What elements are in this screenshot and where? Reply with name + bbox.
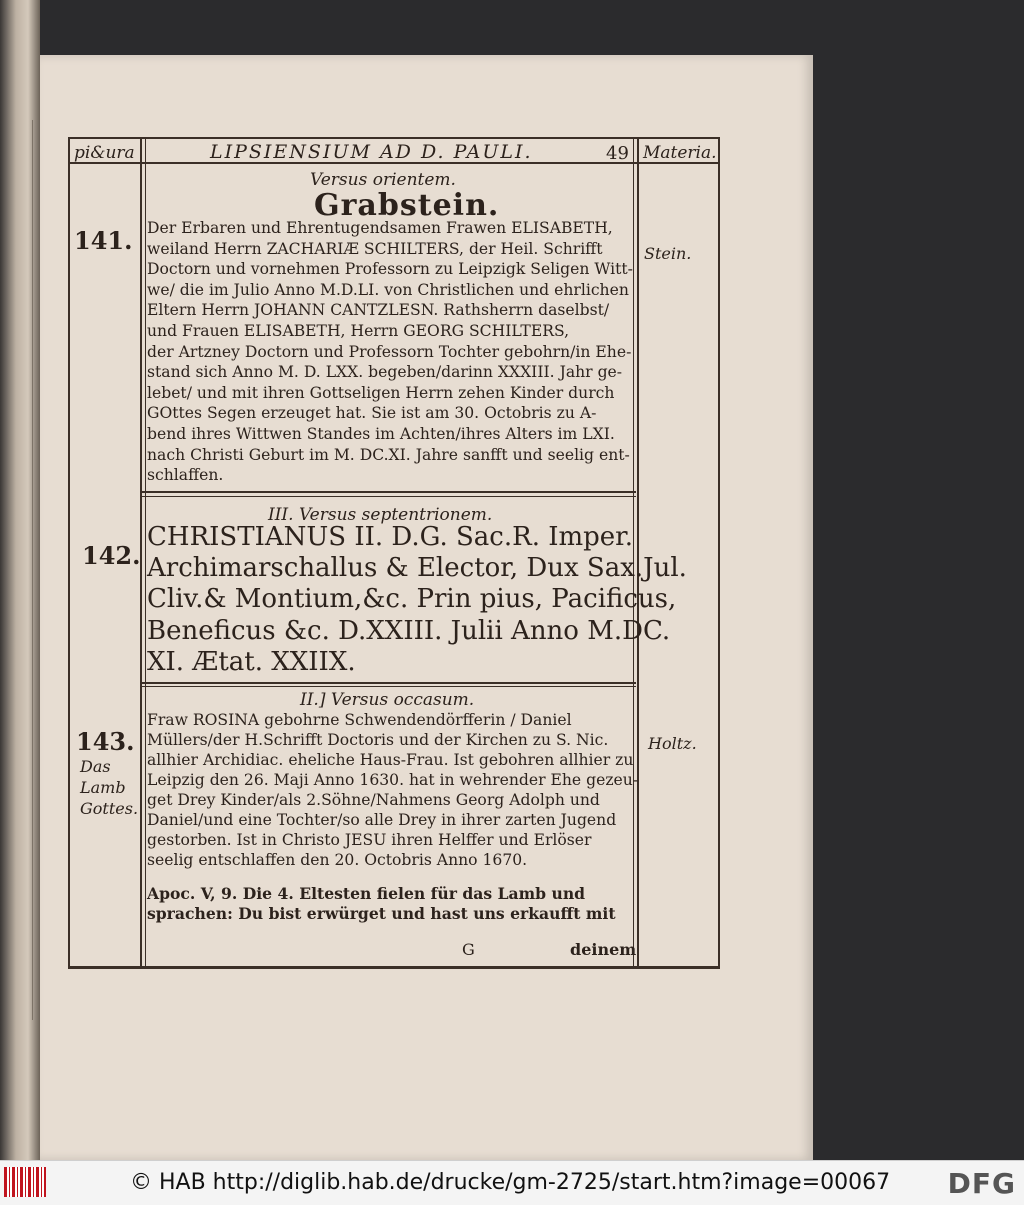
margin-note-line: Das — [80, 757, 111, 776]
catchword: deinem — [570, 940, 637, 959]
text-line: get Drey Kinder/als 2.Söhne/Nahmens Georg Adolph und — [147, 791, 600, 809]
text-line: allhier Archidiac. eheliche Haus-Frau. Ist gebohren allhier zu — [147, 751, 634, 769]
text-line: Archimarschallus & Elector, Dux Sax.Jul. — [147, 553, 687, 584]
bottom-rule — [68, 966, 720, 968]
text-line: XI. Ætat. XXIIX. — [147, 646, 356, 677]
section-rule-2b — [142, 686, 636, 687]
text-line: stand sich Anno M. D. LXX. begeben/darinn XXXIII. Jahr ge- — [147, 363, 623, 382]
text-line: Der Erbaren und Ehrentugendsamen Frawen ELISABETH, — [147, 219, 613, 237]
text-line: we/ die im Julio Anno M.D.LI. von Christlichen und ehrlichen — [147, 280, 629, 299]
adjacent-page-edge — [0, 0, 40, 1160]
quote-line: sprachen: Du bist erwürget und hast uns erkaufft mit — [147, 904, 616, 923]
text-line: Daniel/und eine Tochter/so alle Drey in ihrer zarten Jugend — [147, 811, 617, 829]
page-number: 49 — [606, 143, 629, 164]
entry-142-number: 142. — [82, 541, 141, 570]
entry-142-versus: III. Versus septentrionem. — [268, 505, 493, 525]
entry-143-text — [147, 710, 638, 870]
running-title: LIPSIENSIUM AD D. PAULI. — [210, 141, 533, 163]
text-line: Beneficus &c. D.XXIII. Julii Anno M.DC. — [147, 615, 671, 646]
text-line: nach Christi Geburt im M. DC.XI. Jahre sanfft und seelig ent- — [147, 445, 630, 464]
entry-142-text — [147, 522, 687, 678]
text-line: Doctorn und vornehmen Professorn zu Leipzigk Seligen Witt- — [147, 260, 633, 279]
entry-143-material: Holtz. — [648, 734, 697, 753]
copyright-link[interactable]: © HAB http://diglib.hab.de/drucke/gm-2725/start.htm?image=00067 — [130, 1170, 891, 1195]
entry-143-quote — [147, 884, 616, 924]
margin-note-line: Lamb — [80, 778, 126, 797]
text-line: Cliv.& Montium,&c. Prin pius, Pacificus, — [147, 584, 677, 615]
text-line: Fraw ROSINA gebohrne Schwendendörfferin / Daniel — [147, 711, 572, 729]
entry-143-margin-note — [80, 756, 138, 819]
text-line: und Frauen ELISABETH, Herrn GEORG SCHILTERS, — [147, 321, 570, 340]
entry-143-versus: II.] Versus occasum. — [300, 690, 475, 710]
text-line: schlaffen. — [147, 466, 224, 485]
signature-mark: G — [462, 940, 475, 959]
section-rule-1 — [142, 491, 636, 493]
hab-logo-icon — [4, 1167, 46, 1197]
text-line: Leipzig den 26. Maji Anno 1630. hat in wehrender Ehe gezeu- — [147, 771, 639, 789]
text-line: weiland Herrn ZACHARIÆ SCHILTERS, der Heil. Schrifft — [147, 239, 603, 258]
left-column-rule-inner — [145, 137, 146, 969]
entry-141-versus: Versus orientem. — [310, 170, 456, 190]
text-line: CHRISTIANUS II. D.G. Sac.R. Imper. — [147, 522, 634, 552]
margin-note-line: Gottes. — [80, 799, 139, 818]
margin-heading-right: Materia. — [643, 143, 717, 163]
quote-line: Apoc. V, 9. Die 4. Eltesten fielen für das Lamb und — [147, 884, 586, 903]
entry-141-text — [147, 218, 633, 486]
entry-143-number: 143. — [76, 727, 135, 756]
dfg-logo: DFG — [947, 1167, 1016, 1200]
text-line: lebet/ und mit ihren Gottseligen Herrn zehen Kinder durch — [147, 383, 615, 402]
entry-141-material: Stein. — [644, 244, 692, 263]
text-line: GOttes Segen erzeuget hat. Sie ist am 30. Octobris zu A- — [147, 404, 597, 423]
text-line: der Artzney Doctorn und Professorn Tochter gebohrn/in Ehe- — [147, 342, 632, 361]
text-line: Müllers/der H.Schrifft Doctoris und der Kirchen zu S. Nic. — [147, 731, 609, 749]
entry-141-title: Grabstein. — [314, 188, 500, 223]
section-rule-2 — [142, 682, 636, 684]
text-line: Eltern Herrn JOHANN CANTZLESN. Rathsherrn daselbst/ — [147, 301, 610, 320]
text-line: seelig entschlaffen den 20. Octobris Anno 1670. — [147, 851, 528, 869]
text-line: gestorben. Ist in Christo JESU ihren Helffer und Erlöser — [147, 831, 592, 849]
page-edge-shadow — [6, 120, 33, 1020]
entry-141-number: 141. — [74, 226, 133, 255]
section-rule-1b — [142, 496, 636, 497]
text-line: bend ihres Wittwen Standes im Achten/ihres Alters im LXI. — [147, 424, 615, 443]
viewer-footer — [0, 1160, 1024, 1205]
margin-heading-left: pi&ura — [74, 143, 135, 163]
